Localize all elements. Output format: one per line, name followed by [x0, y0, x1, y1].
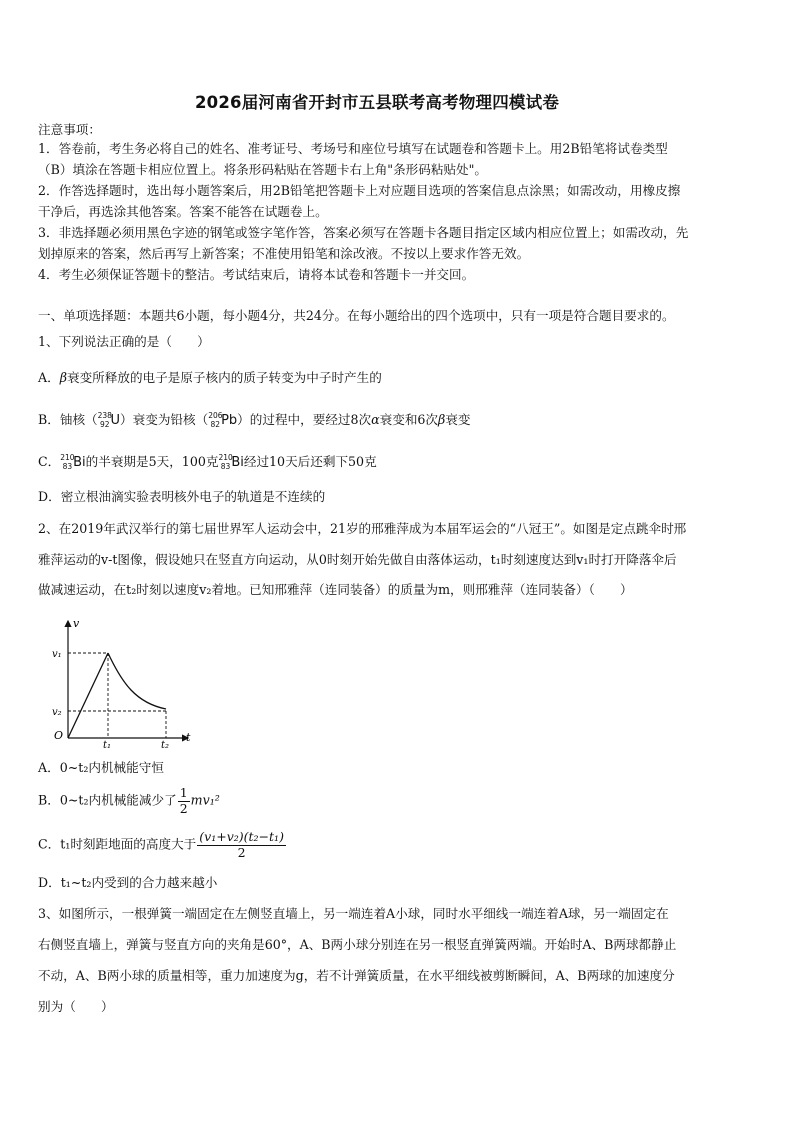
q3-stem-line: 右侧竖直墙上，弹簧与竖直方向的夹角是60°，A、B两小球分别连在另一根竖直弹簧两端。开始时A、B两球都静止	[38, 937, 677, 952]
q2-option-a: A．0~t₂内机械能守恒	[38, 760, 164, 775]
notice-line: 2．作答选择题时，选出每小题答案后，用2B铅笔把答题卡上对应题目选项的答案信息点涂黑；如需改动，用橡皮擦	[38, 183, 681, 198]
q1-option-b	[38, 412, 470, 430]
option-text: 衰变	[445, 412, 471, 427]
t1-label: t₁	[103, 740, 112, 750]
notice-line: 干净后，再选涂其他答案。答案不能答在试题卷上。	[38, 204, 328, 219]
v2-label: v₂	[52, 707, 62, 718]
origin-label: O	[54, 729, 64, 742]
option-math: mv₁²	[190, 792, 220, 808]
q1-option-a	[38, 370, 382, 386]
option-label: A．	[38, 370, 60, 385]
option-text: 衰变所释放的电子是原子核内的质子转变为中子时产生的	[66, 370, 382, 385]
deceleration-curve	[108, 653, 166, 709]
notice-line: 4．考生必须保证答题卡的整洁。考试结束后，请将本试卷和答题卡一并交回。	[38, 267, 475, 282]
option-text: B．0~t₂内机械能减少了	[38, 792, 177, 808]
v1-label: v₁	[52, 649, 62, 660]
option-text: B．铀核（	[38, 412, 98, 427]
q1-option-c	[38, 454, 377, 472]
beta-symbol: β	[59, 370, 67, 385]
lead-isotope: $^{206}_{82}$Pb	[208, 411, 238, 429]
q2-option-d: D．t₁~t₂内受到的合力越来越小	[38, 875, 218, 890]
fraction: $\frac{\text{(v₁+v₂)(t₂−t₁)}}{2}$	[199, 829, 284, 860]
q1-stem: 1、下列说法正确的是（ ）	[38, 334, 210, 349]
notice-line: 3．非选择题必须用黑色字迹的钢笔或签字笔作答，答案必须写在答题卡各题目指定区域内相应位置上；如需改动，先	[38, 225, 689, 240]
free-fall-line	[68, 653, 108, 738]
t-axis-label: t	[186, 731, 191, 744]
option-text: ）衰变为铅核（	[120, 412, 209, 427]
q2-stem-line: 雅萍运动的v-t图像，假设她只在竖直方向运动，从0时刻开始先做自由落体运动，t₁时刻速度达到v₁时打开降落伞后	[38, 552, 677, 567]
notice-line: 划掉原来的答案，然后再写上新答案；不准使用铅笔和涂改液。不按以上要求作答无效。	[38, 246, 530, 261]
q3-stem-line: 3、如图所示，一根弹簧一端固定在左侧竖直墙上，另一端连着A小球，同时水平细线一端连着A球，另一端固定在	[38, 906, 669, 921]
notice-line: 1．答卷前，考生务必将自己的姓名、准考证号、考场号和座位号填写在试题卷和答题卡上。用2B铅笔将试卷类型	[38, 141, 668, 156]
bismuth-isotope: $^{210}_{83}$Bi	[60, 453, 86, 471]
t2-label: t₂	[161, 740, 170, 750]
option-text: 经过10天后还剩下50克	[243, 454, 377, 469]
bismuth-isotope: $^{210}_{83}$Bi	[218, 453, 244, 471]
q2-stem-line: 做减速运动，在t₂时刻以速度v₂着地。已知邢雅萍（连同装备）的质量为m，则邢雅萍（连同装备）（ ）	[38, 582, 633, 597]
option-text: ）的过程中，要经过8次	[237, 412, 372, 427]
v-axis-label: v	[73, 617, 80, 630]
option-text: 衰变和6次	[379, 412, 439, 427]
option-text: 的半衰期是5天，100克	[85, 454, 219, 469]
vt-graph	[38, 615, 198, 750]
q3-stem-line: 别为（ ）	[38, 999, 114, 1014]
q3-stem-line: 不动，A、B两小球的质量相等，重力加速度为g，若不计弹簧质量，在水平细线被剪断瞬间，A、B两球的加速度分	[38, 968, 675, 983]
section-heading: 一、单项选择题：本题共6小题，每小题4分，共24分。在每小题给出的四个选项中，只有一项是符合题目要求的。	[38, 308, 675, 323]
notice-heading: 注意事项：	[38, 122, 101, 137]
notice-line: （B）填涂在答题卡相应位置上。将条形码粘贴在答题卡右上角"条形码粘贴处"。	[38, 162, 488, 177]
option-text: C．t₁时刻距地面的高度大于	[38, 836, 197, 852]
alpha-symbol: α	[371, 412, 380, 427]
fraction: $\frac{1}{2}$	[179, 785, 188, 816]
beta-symbol: β	[438, 412, 446, 427]
q2-option-b	[38, 786, 220, 816]
q1-option-d: D．密立根油滴实验表明核外电子的轨道是不连续的	[38, 489, 326, 504]
q2-stem-line: 2、在2019年武汉举行的第七届世界军人运动会中，21岁的邢雅萍成为本届军运会的“八冠王”。如图是定点跳伞时邢	[38, 521, 687, 536]
uranium-isotope: $^{238}_{92}$U	[97, 411, 121, 429]
page-title: 2026届河南省开封市五县联考高考物理四模试卷	[195, 93, 560, 112]
q2-option-c	[38, 830, 287, 860]
option-label: C．	[38, 454, 61, 469]
